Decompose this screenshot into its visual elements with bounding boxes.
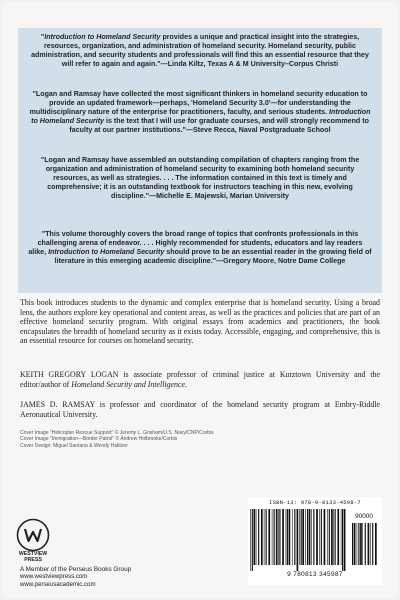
author-bio-logan <box>20 370 380 389</box>
barcode-bar <box>274 509 275 565</box>
barcode-bar <box>337 509 339 565</box>
barcode-bar <box>329 509 330 565</box>
review-quote-2-text-b: is the text that I will use for graduate courses, and will strongly recommend to faculty at our partner institutions."—Steve Recca, Naval Postgraduate School <box>69 117 369 135</box>
price-code: 90000 <box>355 513 373 520</box>
review-quote-1-text: provides a unique and practical insight into the strategies, resources, organization, and administration of homeland security. Homeland security, public administration, and security students and professionals will find this an essential resource that they will refer to again and again."—Linda Kiltz, Texas A & M University–Corpus Christi <box>31 33 369 69</box>
isbn-label: ISBN-13: 978-0-8133-4598-7 <box>269 500 361 506</box>
barcode-bar <box>292 509 293 565</box>
barcode-bar <box>357 523 358 565</box>
publisher-info <box>20 566 220 588</box>
barcode-bar <box>301 509 302 565</box>
barcode-bar <box>319 509 320 565</box>
price-barcode-icon <box>350 523 380 571</box>
review-quote-2 <box>28 90 372 135</box>
author-bio-ramsay: JAMES D. RAMSAY is professor and coordinator of the homeland security program at Embry-Riddle Aeronautical University. <box>20 400 380 419</box>
ean-number: 9 780813 345987 <box>287 571 343 578</box>
barcode-bar <box>299 509 300 565</box>
review-quote-3 <box>28 156 372 201</box>
isbn-barcode-icon <box>248 509 346 571</box>
book-description: This book introduces students to the dynamic and complex enterprise that is homeland security. Using a broad lens, the authors explore key operational and content areas, as well as the practices and policies that are part of an effective homeland security program. With original essays from academics and practitioners, the book encapsulates the breadth of homeland security as it exists today. Accessible, engaging, and comprehensive, this is an essential resource for courses on homeland security. <box>20 298 380 346</box>
barcode-bar <box>302 509 304 565</box>
barcode-bar <box>258 509 259 565</box>
barcode-bar <box>252 509 253 571</box>
author-bio-logan-text: KEITH GREGORY LOGAN is associate professor of criminal justice at Kutztown University and the editor/author of <box>20 370 380 389</box>
barcode-bar <box>256 509 257 565</box>
barcode-bar <box>272 509 273 565</box>
barcode-bar <box>342 509 343 571</box>
barcode-bar <box>370 523 371 565</box>
barcode-bar <box>268 509 270 565</box>
barcode-bar <box>279 509 280 565</box>
barcode-bar <box>307 509 308 565</box>
review-quote-4-text-b: should prove to be an essential reader in the growing field of literature in this emerging academic discipline."—Gregory Moore, Notre Dame College <box>54 248 372 266</box>
book-title-italic: Introduction to Homeland Security <box>48 248 165 257</box>
barcode-bar <box>286 509 287 565</box>
book-title-italic: Introduction to Homeland Security <box>44 33 161 41</box>
barcode-bar <box>327 509 328 565</box>
publisher-member-line: A Member of the Perseus Books Group <box>20 566 132 573</box>
review-quote-1: "Introduction to Homeland Security provides a unique and practical insight into the strategies, resources, organization, and administration of homeland security. Homeland security, public administration, and security students and professionals will find this an essential resource that they will refer to again and again."—Linda Kiltz, Texas A & M University–Corpus Christi <box>31 33 369 69</box>
logo-text-westview: WESTVIEW <box>18 551 48 557</box>
barcode-bar <box>372 523 373 565</box>
logo-wordmark <box>16 551 50 563</box>
barcode-bar <box>324 509 326 565</box>
barcode-bar <box>254 509 256 565</box>
barcode-bar <box>335 509 336 565</box>
review-quote-3-text: "Logan and Ramsay have assembled an outstanding compilation of chapters ranging from the organization and administration of homeland security to examining both homeland security resources, as well as strategies. . . . The information contained in this text is timely and comprehensive; it is an outstanding textbook for instructors teaching in this new, evolving discipline."—Michelle E. Majewski, Marian University <box>40 156 360 201</box>
barcode-bar <box>365 523 366 565</box>
barcode-bar <box>297 509 299 571</box>
publisher-url-westview: www.westviewpress.com <box>20 573 88 581</box>
barcode-bar <box>289 509 291 565</box>
logo-text-press: PRESS <box>24 557 42 563</box>
barcode-bar <box>333 509 334 565</box>
barcode-bar <box>278 509 279 565</box>
barcode-bar <box>287 509 288 565</box>
credit-line: Cover Image "Helicopter Rescue Support" © Jeremy L. Grisham/U.S. Navy/CNP/Corbis <box>20 430 214 436</box>
barcode-bar <box>368 523 370 565</box>
credit-line: Cover Design: Miguel Santana & Wendy Halitzer <box>20 442 128 449</box>
publisher-url-perseus: www.perseusacademic.com <box>20 580 96 588</box>
barcode-area <box>248 497 382 585</box>
barcode-bar <box>354 523 356 565</box>
barcode-bar <box>313 509 314 565</box>
barcode-bar <box>358 523 359 565</box>
barcode-bar <box>316 509 318 565</box>
barcode-bar <box>294 509 295 565</box>
author-book-title: Homeland Security and Intelligence <box>71 379 186 389</box>
review-quote-2-text-a: "Logan and Ramsay have collected the most significant thinkers in homeland security education to provide an updated framework—perhaps, 'Homeland Security 3.0'—for understanding the multidisciplinary nature of the enterprise for practitioners, faculty, and serious students. <box>29 90 368 117</box>
barcode-bar <box>344 509 346 571</box>
barcode-bar <box>250 509 251 571</box>
author-bio-logan-end: . <box>185 379 187 389</box>
barcode-bar <box>264 509 265 565</box>
barcode-bar <box>311 509 312 565</box>
credit-line: Cover Image "Immigration—Border Patrol" © Andrew Holbrooke/Corbis <box>20 436 178 443</box>
barcode-bar <box>352 523 353 565</box>
barcode-bar <box>309 509 311 565</box>
cover-credits <box>20 430 260 449</box>
barcode-bar <box>321 509 322 565</box>
barcode-bar <box>282 509 284 565</box>
barcode-bar <box>305 509 306 565</box>
barcode-bar <box>362 523 363 565</box>
barcode-bar <box>375 523 377 565</box>
westview-press-logo-icon <box>16 518 50 552</box>
book-title-italic: Introduction to Homeland Security <box>31 108 371 126</box>
barcode-bar <box>360 523 362 565</box>
barcode-bar <box>276 509 278 565</box>
barcode-bar <box>266 509 267 565</box>
review-quote-4-text-a: "This volume thoroughly covers the broad range of topics that confronts professionals in this challenging arena of endeavor. . . . Highly recommended for students, educators and lay readers alike, <box>28 230 363 257</box>
barcode-bar <box>341 509 342 565</box>
review-quote-4 <box>28 230 372 266</box>
barcode-bar <box>261 509 263 565</box>
barcode-bar <box>331 509 333 565</box>
